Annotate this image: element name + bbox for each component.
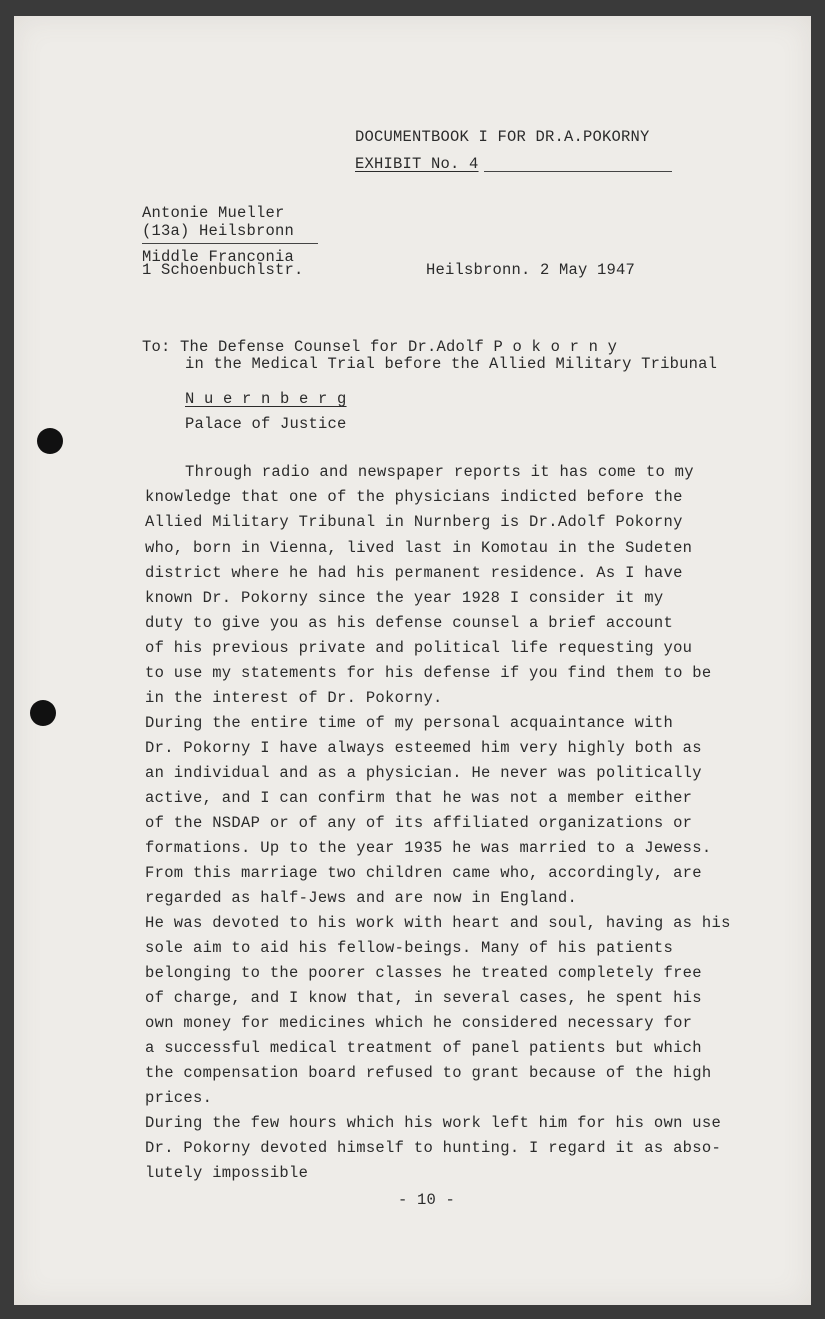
page-number: - 10 - <box>398 1191 456 1209</box>
body-line: active, and I can confirm that he was not a member either <box>145 789 693 807</box>
header-documentbook: DOCUMENTBOOK I FOR DR.A.POKORNY <box>355 128 650 146</box>
sender-region: Middle Franconia <box>142 248 295 266</box>
header-exhibit-rule <box>484 171 672 172</box>
body-line: lutely impossible <box>145 1164 309 1182</box>
place-date: Heilsbronn. 2 May 1947 <box>426 261 636 279</box>
body-line: belonging to the poorer classes he treated completely free <box>145 964 702 982</box>
recipient-city: N u e r n b e r g <box>185 390 347 408</box>
recipient-building: Palace of Justice <box>185 415 347 433</box>
body-line: Dr. Pokorny devoted himself to hunting. I regard it as abso- <box>145 1139 722 1157</box>
body-line: During the few hours which his work left him for his own use <box>145 1114 722 1132</box>
body-line: prices. <box>145 1089 213 1107</box>
sender-rule <box>142 243 318 244</box>
recipient-line1: To: The Defense Counsel for Dr.Adolf P o k o r n y <box>142 338 618 356</box>
punch-hole-bottom <box>30 700 56 726</box>
body-line: who, born in Vienna, lived last in Komotau in the Sudeten <box>145 539 693 557</box>
body-line: duty to give you as his defense counsel a brief account <box>145 614 674 632</box>
body-line: known Dr. Pokorny since the year 1928 I consider it my <box>145 589 664 607</box>
body-line: of charge, and I know that, in several cases, he spent his <box>145 989 702 1007</box>
body-line: own money for medicines which he considered necessary for <box>145 1014 693 1032</box>
body-line: of the NSDAP or of any of its affiliated organizations or <box>145 814 693 832</box>
body-line: regarded as half-Jews and are now in England. <box>145 889 578 907</box>
punch-hole-top <box>37 428 63 454</box>
header-exhibit: EXHIBIT No. 4 <box>355 155 479 173</box>
body-line: From this marriage two children came who, accordingly, are <box>145 864 702 882</box>
body-line: Through radio and newspaper reports it has come to my <box>185 463 694 481</box>
sender-city: (13a) Heilsbronn <box>142 222 295 240</box>
sender-street: 1 Schoenbuchlstr. <box>142 261 304 279</box>
body-line: He was devoted to his work with heart and soul, having as his <box>145 914 731 932</box>
body-line: a successful medical treatment of panel patients but which <box>145 1039 702 1057</box>
body-line: knowledge that one of the physicians indicted before the <box>145 488 683 506</box>
body-line: district where he had his permanent residence. As I have <box>145 564 683 582</box>
body-line: Dr. Pokorny I have always esteemed him very highly both as <box>145 739 702 757</box>
document-page <box>14 16 811 1305</box>
body-line: to use my statements for his defense if you find them to be <box>145 664 712 682</box>
sender-name: Antonie Mueller <box>142 204 285 222</box>
recipient-line2: in the Medical Trial before the Allied Military Tribunal <box>185 355 718 373</box>
body-line: the compensation board refused to grant because of the high <box>145 1064 712 1082</box>
body-line: formations. Up to the year 1935 he was married to a Jewess. <box>145 839 712 857</box>
body-line: an individual and as a physician. He never was politically <box>145 764 702 782</box>
body-line: Allied Military Tribunal in Nurnberg is Dr.Adolf Pokorny <box>145 513 683 531</box>
body-line: sole aim to aid his fellow-beings. Many of his patients <box>145 939 674 957</box>
body-line: of his previous private and political life requesting you <box>145 639 693 657</box>
body-line: in the interest of Dr. Pokorny. <box>145 689 443 707</box>
body-line: During the entire time of my personal acquaintance with <box>145 714 674 732</box>
